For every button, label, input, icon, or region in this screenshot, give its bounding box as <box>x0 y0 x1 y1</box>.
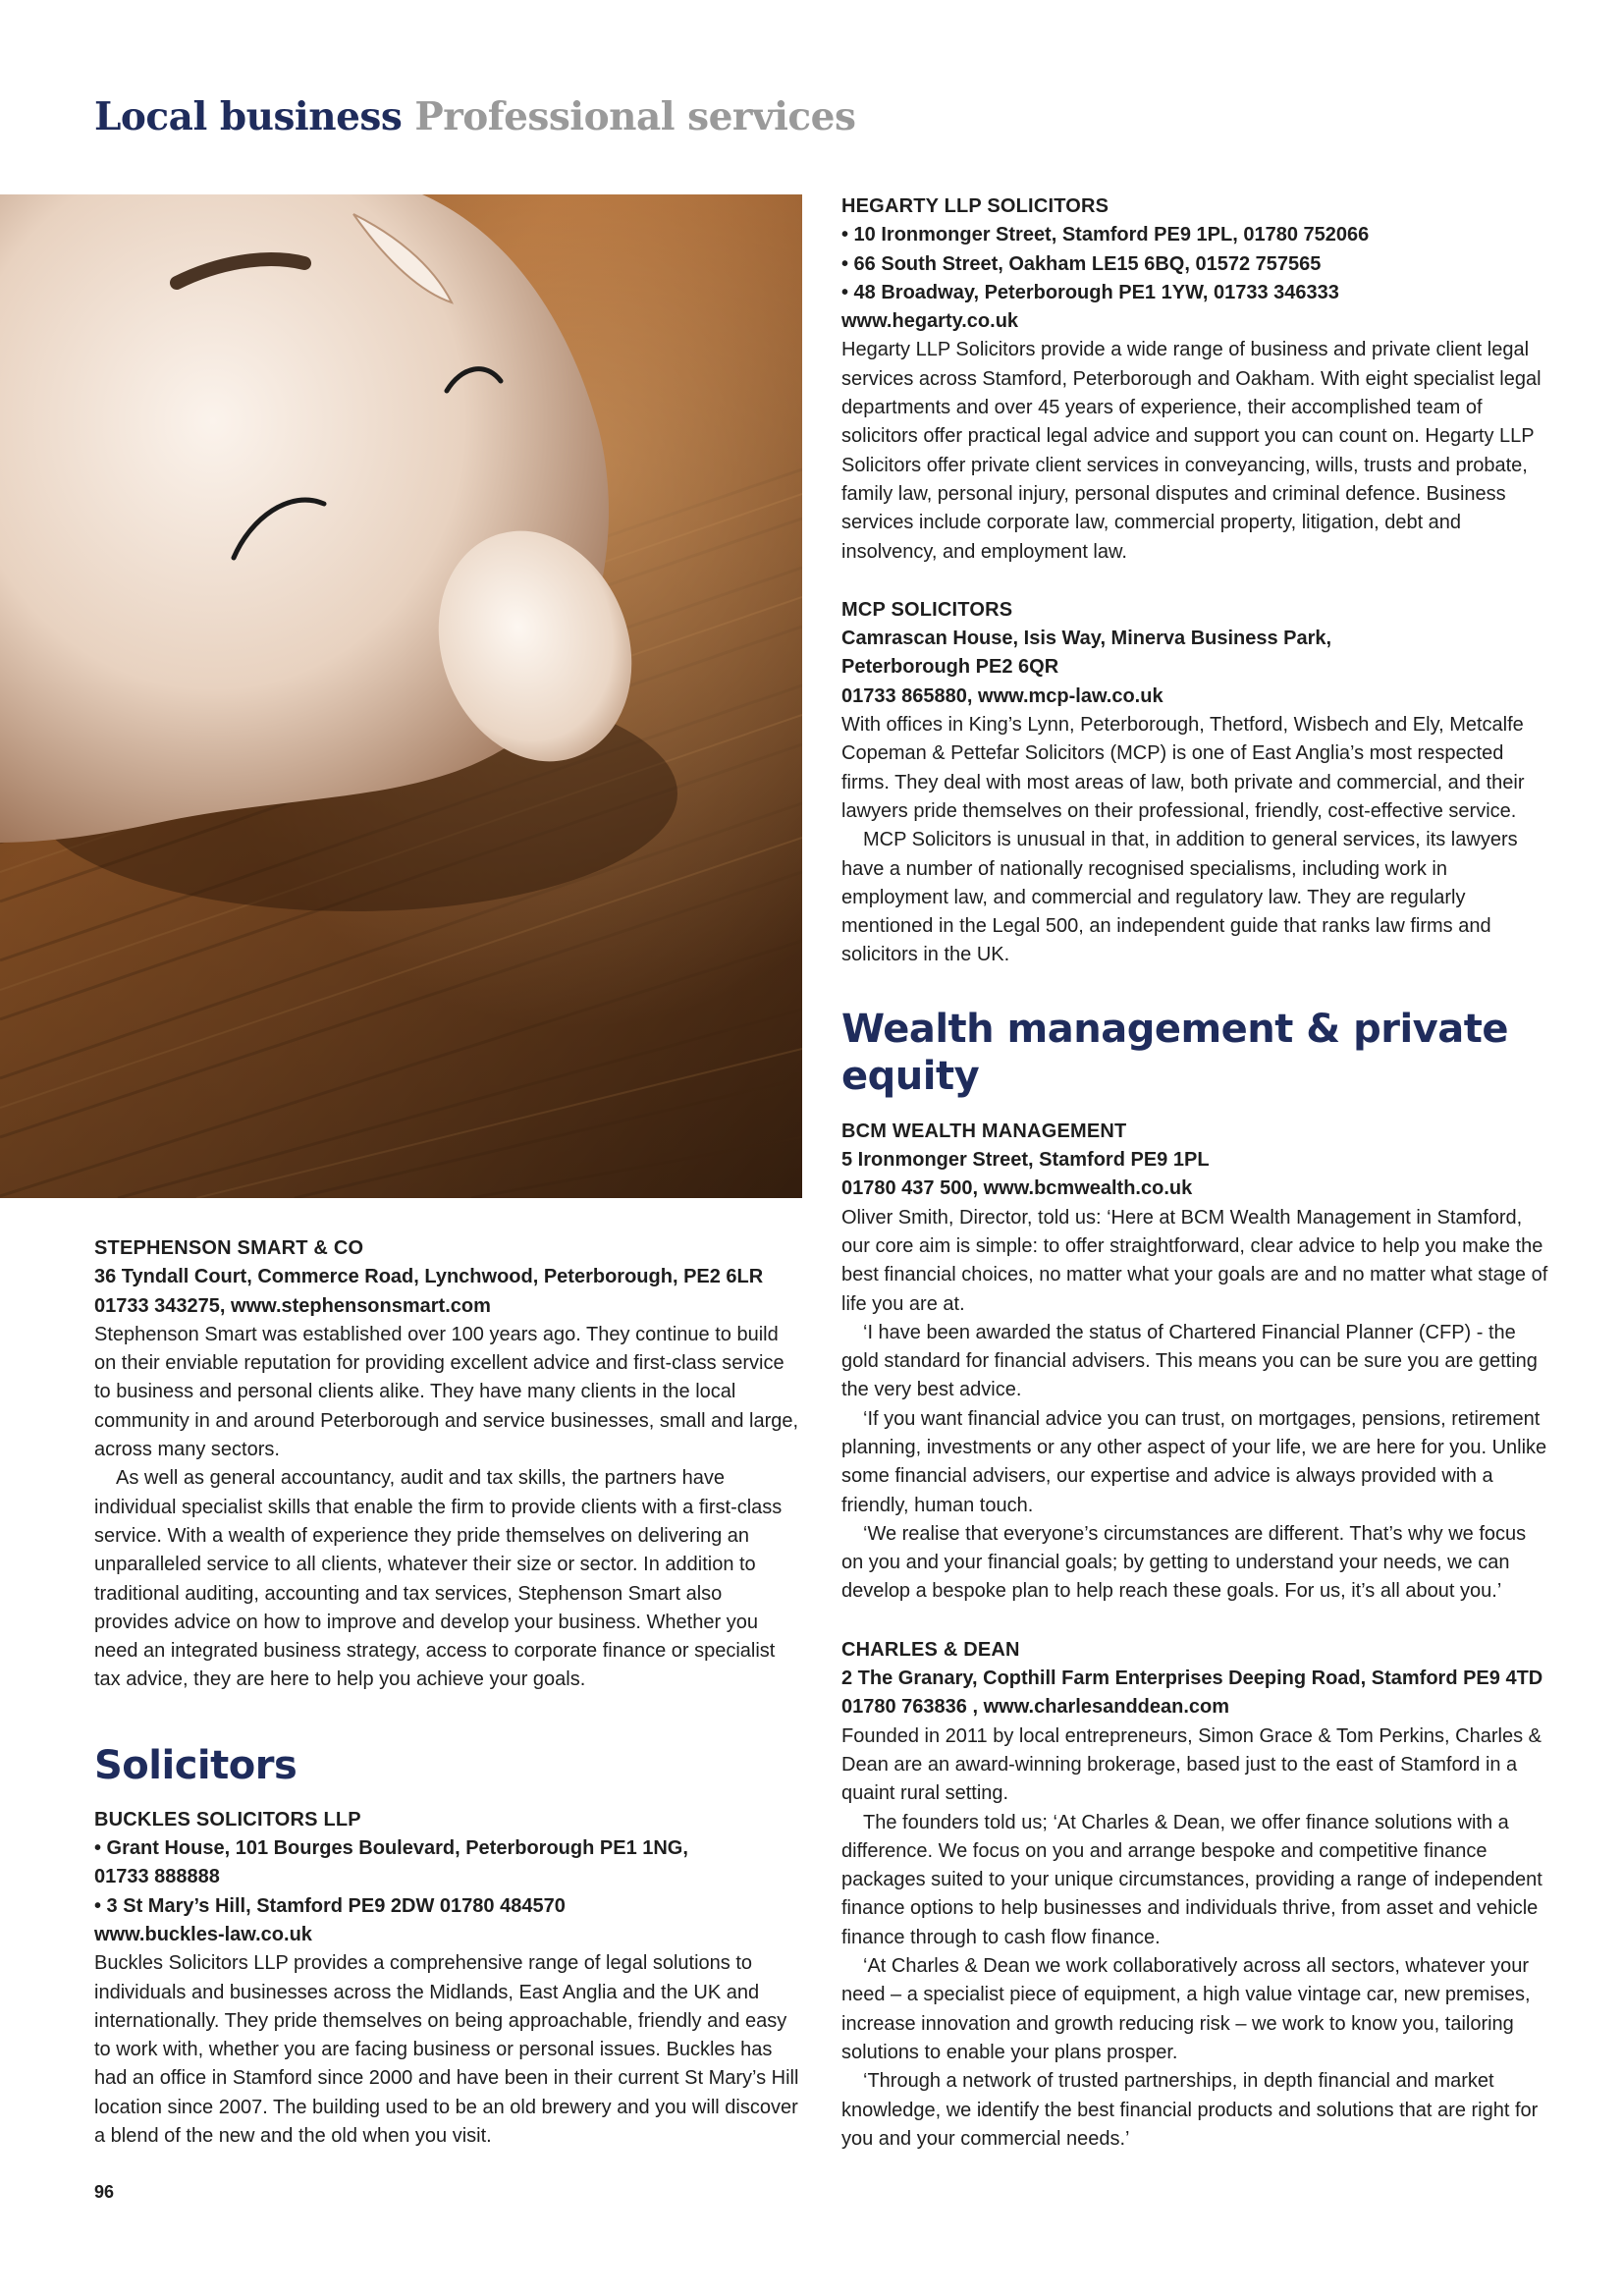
entry-address: 5 Ironmonger Street, Stamford PE9 1PL <box>841 1149 1210 1172</box>
entry-paragraph: ‘I have been awarded the status of Chartered Financial Planner (CFP) - the gold standard for financial advisers. This means you can be sure you are getting the very best advice. <box>841 1321 1538 1401</box>
entry-address: • 10 Ironmonger Street, Stamford PE9 1PL, 01780 752066 <box>841 224 1370 246</box>
entry-paragraph: ‘If you want financial advice you can trust, on mortgages, pensions, retirement planning, investments or any other aspect of your life, we are here for you. Unlike some financial advisers, our expertise and advice is always provided with a friendly, human touch. <box>841 1407 1547 1516</box>
entry-paragraph: Hegarty LLP Solicitors provide a wide range of business and private client legal services across Stamford, Peterborough and Oakham. With eight specialist legal departments and over 45 years of experience, their accomplished team of solicitors offer practical legal advice and support you can count on. Hegarty LLP Solicitors offer private client services in conveyancing, wills, trusts and probate, family law, personal injury, personal disputes and criminal defence. Business services include corporate law, commercial property, litigation, debt and insolvency, and employment law. <box>841 339 1542 563</box>
page-header <box>94 94 855 139</box>
section-heading-solicitors: Solicitors <box>94 1742 298 1788</box>
entry-address: • Grant House, 101 Bourges Boulevard, Peterborough PE1 1NG, <box>94 1837 688 1860</box>
entry-website: www.buckles-law.co.uk <box>94 1923 312 1945</box>
header-secondary: Professional services <box>414 94 856 139</box>
entry-paragraph: Buckles Solicitors LLP provides a comprehensive range of legal solutions to individuals and businesses across the Midlands, East Anglia and the UK and internationally. They pride themselves on being approachable, friendly and easy to work with, whether you are facing business or personal issues. Buckles has had an office in Stamford since 2000 and have been in their current St Mary’s Hill location since 2007. The building used to be an old brewery and you will discover a blend of the new and the old when you visit. <box>94 1952 799 2148</box>
entry-paragraph: With offices in King’s Lynn, Peterborough, Thetford, Wisbech and Ely, Metcalfe Copeman & Pettefar Solicitors (MCP) is one of East Anglia’s most respected firms. They deal with most areas of law, both private and commercial, and their lawyers pride themselves on their professional, friendly, cost-effective service. <box>841 714 1525 822</box>
left-column <box>94 1234 801 2151</box>
entry-paragraph: ‘We realise that everyone’s circumstances are different. That’s why we focus on you and your financial goals; by getting to understand your needs, we can develop a bespoke plan to help reach these goals. For us, it’s all about you.’ <box>841 1522 1527 1603</box>
entry-website: www.hegarty.co.uk <box>841 310 1019 333</box>
entry-address: Camrascan House, Isis Way, Minerva Business Park, <box>841 628 1332 650</box>
entry-address: Peterborough PE2 6QR <box>841 656 1059 679</box>
entry-contact: 01733 343275, www.stephensonsmart.com <box>94 1294 491 1317</box>
right-column <box>841 192 1548 2154</box>
entry-mcp <box>841 596 1548 970</box>
entry-paragraph: As well as general accountancy, audit and tax skills, the partners have individual specialist skills that enable the firm to provide clients with a first-class service. With a wealth of experience they pride themselves on delivering an unparalleled service to all clients, whatever their size or sector. In addition to traditional auditing, accounting and tax services, Stephenson Smart also provides advice on how to improve and develop your business. Whether you need an integrated business strategy, access to corporate finance or specialist tax advice, they are here to help you achieve your goals. <box>94 1467 783 1691</box>
entry-phone: 01733 888888 <box>94 1866 220 1888</box>
entry-paragraph: ‘Through a network of trusted partnerships, in depth financial and market knowledge, we identify the best financial products and solutions that are right for you and your commercial needs.’ <box>841 2070 1539 2150</box>
entry-contact: 01780 763836 , www.charlesanddean.com <box>841 1696 1230 1719</box>
section-heading-wealth: Wealth management & private equity <box>841 1006 1508 1099</box>
page-number: 96 <box>94 2182 115 2202</box>
entry-hegarty <box>841 192 1548 567</box>
entry-name: HEGARTY LLP SOLICITORS <box>841 195 1109 217</box>
entry-paragraph: MCP Solicitors is unusual in that, in addition to general services, its lawyers have a number of nationally recognised specialisms, including work in employment law, and commercial and regulatory law. They are regularly mentioned in the Legal 500, an independent guide that ranks law firms and solicitors in the UK. <box>841 829 1518 966</box>
entry-paragraph: Founded in 2011 by local entrepreneurs, Simon Grace & Tom Perkins, Charles & Dean are an award-winning brokerage, based just to the east of Stamford in a quaint rural setting. <box>841 1724 1542 1805</box>
entry-name: CHARLES & DEAN <box>841 1638 1020 1661</box>
entry-charles-dean <box>841 1636 1548 2154</box>
entry-buckles-solicitors <box>94 1806 801 2152</box>
entry-address: • 48 Broadway, Peterborough PE1 1YW, 01733 346333 <box>841 281 1339 303</box>
entry-name: MCP SOLICITORS <box>841 598 1013 621</box>
entry-address: 36 Tyndall Court, Commerce Road, Lynchwood, Peterborough, PE2 6LR <box>94 1266 764 1288</box>
entry-name: STEPHENSON SMART & CO <box>94 1237 364 1259</box>
entry-bcm-wealth <box>841 1118 1548 1607</box>
entry-name: BCM WEALTH MANAGEMENT <box>841 1120 1127 1142</box>
entry-address: • 3 St Mary’s Hill, Stamford PE9 2DW 01780 484570 <box>94 1894 566 1917</box>
entry-contact: 01780 437 500, www.bcmwealth.co.uk <box>841 1177 1193 1200</box>
entry-paragraph: Stephenson Smart was established over 100 years ago. They continue to build on their enviable reputation for providing excellent advice and first-class service to business and personal clients alike. They have many clients in the local community in and around Peterborough and service businesses, small and large, across many sectors. <box>94 1323 799 1461</box>
entry-contact: 01733 865880, www.mcp-law.co.uk <box>841 684 1163 707</box>
entry-paragraph: ‘At Charles & Dean we work collaboratively across all sectors, whatever your need – a specialist piece of equipment, a high value vintage car, new premises, increase innovation and growth reducing risk – we work to know you, tailoring solutions to enable your plans prosper. <box>841 1955 1531 2063</box>
entry-paragraph: The founders told us; ‘At Charles & Dean, we offer finance solutions with a difference. We focus on you and arrange bespoke and competitive finance packages suited to your unique circumstances, providing a range of independent finance options to help businesses and individuals thrive, from asset and vehicle finance through to cash flow finance. <box>841 1811 1542 1948</box>
entry-stephenson-smart <box>94 1234 801 1695</box>
entry-paragraph: Oliver Smith, Director, told us: ‘Here at BCM Wealth Management in Stamford, our core aim is simple: to offer straightforward, clear advice to help you make the best financial choices, no matter what your goals are and no matter what stage of life you are at. <box>841 1206 1548 1315</box>
entry-address: 2 The Granary, Copthill Farm Enterprises Deeping Road, Stamford PE9 4TD <box>841 1667 1543 1690</box>
header-primary: Local business <box>94 94 403 139</box>
piggy-bank-photo <box>0 194 802 1198</box>
entry-address: • 66 South Street, Oakham LE15 6BQ, 01572 757565 <box>841 252 1322 275</box>
entry-name: BUCKLES SOLICITORS LLP <box>94 1808 361 1831</box>
